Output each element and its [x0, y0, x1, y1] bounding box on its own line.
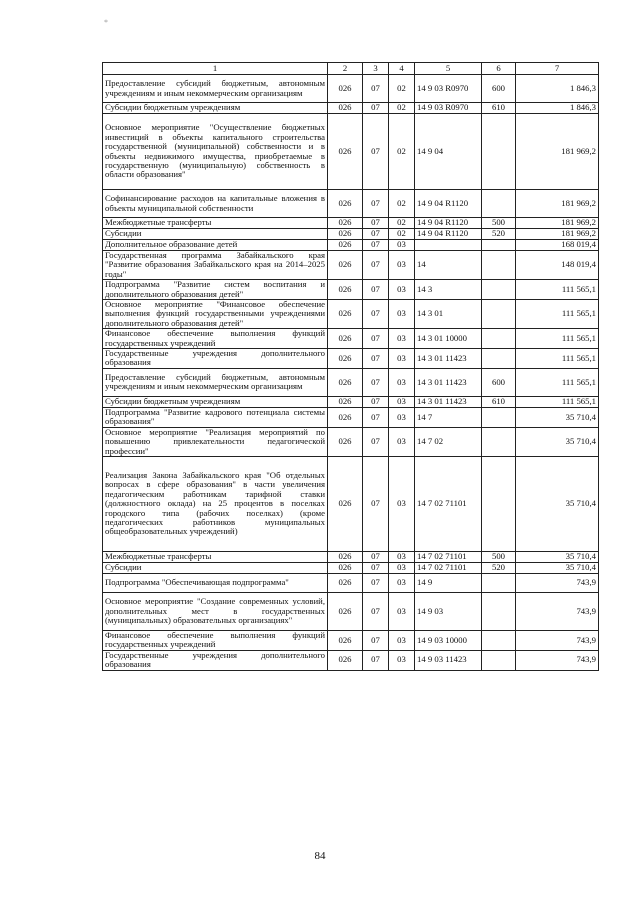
table-row: [103, 329, 599, 349]
target-article-code: 14 9: [415, 573, 482, 592]
section-code: 07: [363, 218, 389, 229]
amount: 111 565,1: [516, 300, 599, 329]
expense-type-code: [482, 592, 516, 630]
subsection-code: 02: [389, 190, 415, 218]
target-article-code: 14 3 01 11423: [415, 349, 482, 369]
amount: 181 969,2: [516, 114, 599, 190]
expense-type-code: 500: [482, 551, 516, 562]
item-name: Предоставление субсидий бюджетным, автономным учреждениям и иным некоммерческим организациям: [103, 75, 328, 103]
amount: 181 969,2: [516, 190, 599, 218]
expense-type-code: [482, 329, 516, 349]
amount: 35 710,4: [516, 407, 599, 427]
target-article-code: 14 9 04: [415, 114, 482, 190]
amount: 743,9: [516, 573, 599, 592]
table-row: [103, 368, 599, 396]
amount: 35 710,4: [516, 551, 599, 562]
amount: 168 019,4: [516, 240, 599, 251]
section-code: 07: [363, 229, 389, 240]
amount: 743,9: [516, 592, 599, 630]
section-code: 07: [363, 427, 389, 456]
table-row: [103, 75, 599, 103]
target-article-code: 14 7: [415, 407, 482, 427]
ministry-code: 026: [328, 650, 363, 670]
target-article-code: 14: [415, 251, 482, 280]
ministry-code: 026: [328, 280, 363, 300]
table-row: [103, 349, 599, 369]
table-row: [103, 650, 599, 670]
target-article-code: 14 9 03 R0970: [415, 103, 482, 114]
table-row: [103, 630, 599, 650]
table-row: [103, 427, 599, 456]
subsection-code: 03: [389, 300, 415, 329]
target-article-code: 14 9 04 R1120: [415, 218, 482, 229]
subsection-code: 03: [389, 251, 415, 280]
target-article-code: 14 3 01 11423: [415, 368, 482, 396]
table-row: [103, 114, 599, 190]
ministry-code: 026: [328, 427, 363, 456]
ministry-code: 026: [328, 114, 363, 190]
item-name: Субсидии бюджетным учреждениям: [103, 103, 328, 114]
section-code: 07: [363, 114, 389, 190]
ministry-code: 026: [328, 300, 363, 329]
item-name: Межбюджетные трансферты: [103, 551, 328, 562]
col-header-6: 6: [482, 63, 516, 75]
table-row: [103, 573, 599, 592]
ministry-code: 026: [328, 190, 363, 218]
col-header-2: 2: [328, 63, 363, 75]
ministry-code: 026: [328, 573, 363, 592]
subsection-code: 03: [389, 407, 415, 427]
section-code: 07: [363, 368, 389, 396]
table-row: [103, 229, 599, 240]
page-number: 84: [314, 850, 326, 862]
subsection-code: 02: [389, 103, 415, 114]
table-row: [103, 551, 599, 562]
amount: 111 565,1: [516, 349, 599, 369]
subsection-code: 02: [389, 75, 415, 103]
item-name: Субсидии: [103, 562, 328, 573]
col-header-1: 1: [103, 63, 328, 75]
item-name: Межбюджетные трансферты: [103, 218, 328, 229]
expense-type-code: [482, 349, 516, 369]
amount: 148 019,4: [516, 251, 599, 280]
ministry-code: 026: [328, 592, 363, 630]
section-code: 07: [363, 240, 389, 251]
expense-type-code: 610: [482, 396, 516, 407]
expense-type-code: [482, 630, 516, 650]
amount: 35 710,4: [516, 456, 599, 551]
corner-mark: *: [104, 18, 108, 27]
table-row: [103, 396, 599, 407]
expense-type-code: [482, 427, 516, 456]
target-article-code: 14 7 02 71101: [415, 456, 482, 551]
expense-type-code: [482, 573, 516, 592]
col-header-3: 3: [363, 63, 389, 75]
table-row: [103, 240, 599, 251]
amount: 35 710,4: [516, 427, 599, 456]
expense-type-code: 500: [482, 218, 516, 229]
subsection-code: 03: [389, 592, 415, 630]
subsection-code: 03: [389, 562, 415, 573]
expense-type-code: 610: [482, 103, 516, 114]
subsection-code: 03: [389, 573, 415, 592]
section-code: 07: [363, 630, 389, 650]
item-name: Реализация Закона Забайкальского края "Об отдельных вопросах в сфере образования" в части увеличения педагогическим работникам тарифной ставки (должностного оклада) на 25 процентов в поселках городского типа (рабочих поселках) (кроме педагогических работников муниципальных общеобразовательных учреждений): [103, 456, 328, 551]
ministry-code: 026: [328, 218, 363, 229]
amount: 35 710,4: [516, 562, 599, 573]
section-code: 07: [363, 551, 389, 562]
expense-type-code: [482, 280, 516, 300]
amount: 111 565,1: [516, 280, 599, 300]
amount: 111 565,1: [516, 368, 599, 396]
ministry-code: 026: [328, 562, 363, 573]
item-name: Дополнительное образование детей: [103, 240, 328, 251]
expense-type-code: [482, 114, 516, 190]
target-article-code: 14 7 02: [415, 427, 482, 456]
table-row: [103, 218, 599, 229]
section-code: 07: [363, 592, 389, 630]
ministry-code: 026: [328, 456, 363, 551]
table-row: [103, 407, 599, 427]
subsection-code: 02: [389, 218, 415, 229]
section-code: 07: [363, 190, 389, 218]
target-article-code: 14 9 04 R1120: [415, 229, 482, 240]
ministry-code: 026: [328, 407, 363, 427]
item-name: Подпрограмма "Развитие кадрового потенциала системы образования": [103, 407, 328, 427]
expense-type-code: [482, 240, 516, 251]
section-code: 07: [363, 456, 389, 551]
subsection-code: 03: [389, 551, 415, 562]
item-name: Основное мероприятие "Осуществление бюджетных инвестиций в объекты капитального строительства государственной (муниципальной) собственности и в объекты недвижимого имущества, приобретаемые в государственную (муниципальную) собственность в области образования": [103, 114, 328, 190]
item-name: Государственная программа Забайкальского края "Развитие образования Забайкальского края на 2014–2025 годы": [103, 251, 328, 280]
col-header-5: 5: [415, 63, 482, 75]
item-name: Подпрограмма "Развитие систем воспитания и дополнительного образования детей": [103, 280, 328, 300]
table-row: [103, 251, 599, 280]
item-name: Основное мероприятие "Реализация мероприятий по повышению привлекательности педагогической профессии": [103, 427, 328, 456]
table-row: [103, 103, 599, 114]
ministry-code: 026: [328, 229, 363, 240]
expense-type-code: [482, 407, 516, 427]
section-code: 07: [363, 396, 389, 407]
table-row: [103, 190, 599, 218]
amount: 181 969,2: [516, 229, 599, 240]
subsection-code: 03: [389, 427, 415, 456]
item-name: Подпрограмма "Обеспечивающая подпрограмма": [103, 573, 328, 592]
table-row: [103, 592, 599, 630]
ministry-code: 026: [328, 251, 363, 280]
target-article-code: 14 9 04 R1120: [415, 190, 482, 218]
target-article-code: 14 9 03 10000: [415, 630, 482, 650]
target-article-code: 14 9 03 11423: [415, 650, 482, 670]
col-header-7: 7: [516, 63, 599, 75]
ministry-code: 026: [328, 329, 363, 349]
item-name: Субсидии бюджетным учреждениям: [103, 396, 328, 407]
ministry-code: 026: [328, 240, 363, 251]
section-code: 07: [363, 251, 389, 280]
target-article-code: 14 7 02 71101: [415, 551, 482, 562]
item-name: Софинансирование расходов на капитальные вложения в объекты муниципальной собственности: [103, 190, 328, 218]
subsection-code: 03: [389, 280, 415, 300]
target-article-code: 14 7 02 71101: [415, 562, 482, 573]
target-article-code: 14 3 01 11423: [415, 396, 482, 407]
item-name: Субсидии: [103, 229, 328, 240]
ministry-code: 026: [328, 551, 363, 562]
item-name: Основное мероприятие "Создание современных условий, дополнительных мест в государственных (муниципальных) образовательных организациях": [103, 592, 328, 630]
amount: 743,9: [516, 630, 599, 650]
expense-type-code: [482, 190, 516, 218]
table-row: [103, 300, 599, 329]
expense-type-code: [482, 650, 516, 670]
amount: 1 846,3: [516, 75, 599, 103]
subsection-code: 03: [389, 368, 415, 396]
amount: 1 846,3: [516, 103, 599, 114]
section-code: 07: [363, 650, 389, 670]
item-name: Предоставление субсидий бюджетным, автономным учреждениям и иным некоммерческим организациям: [103, 368, 328, 396]
subsection-code: 03: [389, 329, 415, 349]
target-article-code: 14 3: [415, 280, 482, 300]
section-code: 07: [363, 349, 389, 369]
section-code: 07: [363, 562, 389, 573]
section-code: 07: [363, 75, 389, 103]
subsection-code: 03: [389, 630, 415, 650]
section-code: 07: [363, 407, 389, 427]
item-name: Государственные учреждения дополнительного образования: [103, 349, 328, 369]
subsection-code: 03: [389, 650, 415, 670]
section-code: 07: [363, 329, 389, 349]
amount: 743,9: [516, 650, 599, 670]
amount: 111 565,1: [516, 329, 599, 349]
table-body: [103, 75, 599, 671]
section-code: 07: [363, 300, 389, 329]
subsection-code: 03: [389, 240, 415, 251]
ministry-code: 026: [328, 368, 363, 396]
subsection-code: 03: [389, 456, 415, 551]
target-article-code: 14 9 03 R0970: [415, 75, 482, 103]
subsection-code: 03: [389, 349, 415, 369]
section-code: 07: [363, 103, 389, 114]
expense-type-code: 600: [482, 368, 516, 396]
target-article-code: [415, 240, 482, 251]
expense-type-code: 520: [482, 229, 516, 240]
target-article-code: 14 3 01 10000: [415, 329, 482, 349]
section-code: 07: [363, 573, 389, 592]
item-name: Финансовое обеспечение выполнения функций государственных учреждений: [103, 329, 328, 349]
subsection-code: 03: [389, 396, 415, 407]
expense-type-code: [482, 456, 516, 551]
section-code: 07: [363, 280, 389, 300]
table-row: [103, 562, 599, 573]
ministry-code: 026: [328, 75, 363, 103]
table-row: [103, 456, 599, 551]
item-name: Государственные учреждения дополнительного образования: [103, 650, 328, 670]
ministry-code: 026: [328, 396, 363, 407]
item-name: Основное мероприятие "Финансовое обеспечение выполнения функций государственными учреждениями дополнительного образования детей": [103, 300, 328, 329]
target-article-code: 14 9 03: [415, 592, 482, 630]
expense-type-code: 520: [482, 562, 516, 573]
col-header-4: 4: [389, 63, 415, 75]
table-row: [103, 280, 599, 300]
ministry-code: 026: [328, 630, 363, 650]
subsection-code: 02: [389, 114, 415, 190]
expense-type-code: [482, 300, 516, 329]
expense-type-code: 600: [482, 75, 516, 103]
item-name: Финансовое обеспечение выполнения функций государственных учреждений: [103, 630, 328, 650]
amount: 111 565,1: [516, 396, 599, 407]
expense-type-code: [482, 251, 516, 280]
header-row: [103, 63, 599, 75]
ministry-code: 026: [328, 103, 363, 114]
budget-table: [102, 62, 599, 671]
ministry-code: 026: [328, 349, 363, 369]
target-article-code: 14 3 01: [415, 300, 482, 329]
amount: 181 969,2: [516, 218, 599, 229]
subsection-code: 02: [389, 229, 415, 240]
